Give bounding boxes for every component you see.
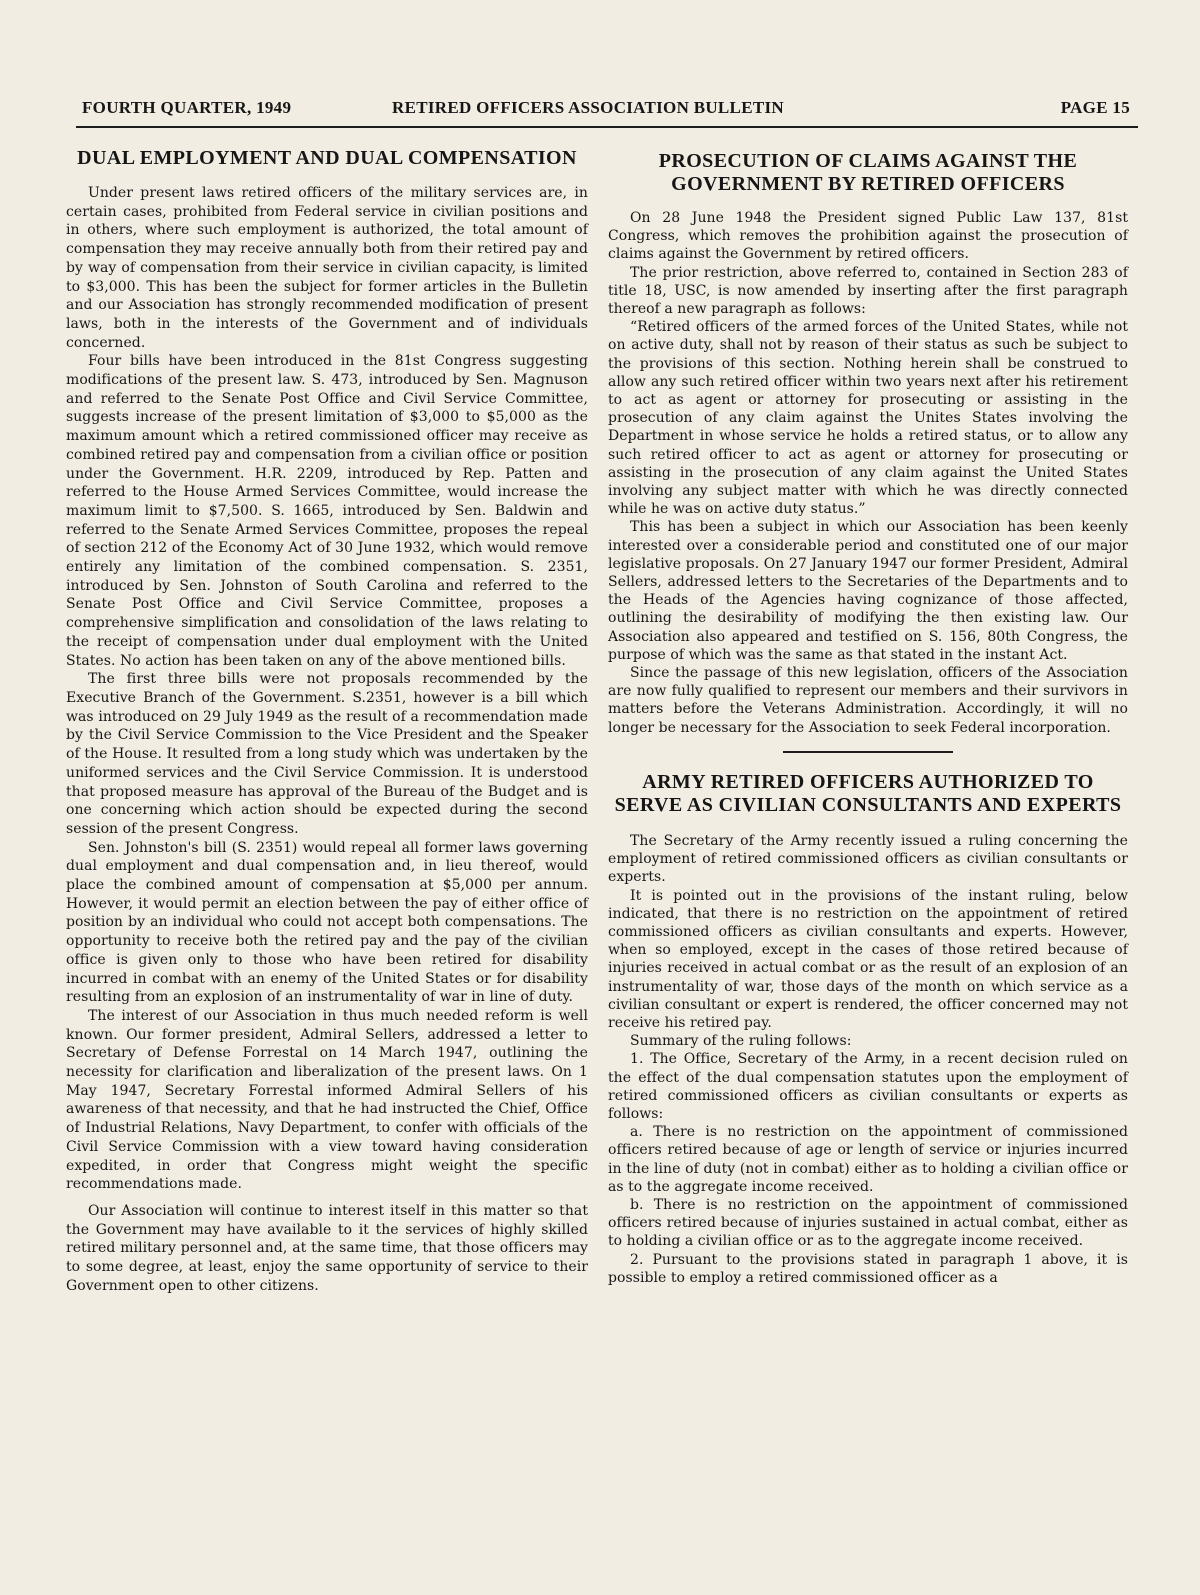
section-divider <box>783 751 953 753</box>
article-paragraph: 1. The Office, Secretary of the Army, in a recent decision ruled on the effect of the dual compensation statutes upon the employment of retired commissioned officers as civilian consultants or experts as follows: <box>608 1051 1128 1122</box>
article-paragraph: It is pointed out in the provisions of the instant ruling, below indicated, that there is no restriction on the appointment of retired commissioned officers as civilian consultants and experts. However, when so employed, except in the cases of those retired because of injuries received in actual combat or as the result of an explosion of an instrumentality of war, those days of the month on which service as a civilian consultant or expert is rendered, the officer concerned may not receive his retired pay. <box>608 887 1128 1031</box>
left-column <box>66 140 588 1295</box>
issue-date: FOURTH QUARTER, 1949 <box>82 98 292 117</box>
right-column <box>608 140 1128 1287</box>
article-paragraph: Since the passage of this new legislation, officers of the Association are now fully qualified to represent our members and their survivors in matters before the Veterans Administration. Accordingly, it will no longer be necessary for the Association to seek Federal incorporation. <box>608 665 1128 736</box>
article-paragraph: The prior restriction, above referred to, contained in Section 283 of title 18, USC, is now amended by inserting after the first paragraph thereof a new paragraph as follows: <box>608 264 1128 318</box>
article-paragraph: Four bills have been introduced in the 81st Congress suggesting modifications of the present law. S. 473, introduced by Sen. Magnuson and referred to the Senate Post Office and Civil Service Committee, suggests increase of the present limitation of $3,000 to $5,000 as the maximum amount which a retired commissioned officer may receive as combined retired pay and compensation from a civilian office or position under the Government. H.R. 2209, introduced by Rep. Patten and referred to the House Armed Services Committee, would increase the maximum limit to $7,500. S. 1665, introduced by Sen. Baldwin and referred to the Senate Armed Services Committee, proposes the repeal of section 212 of the Economy Act of 30 June 1932, which would remove entirely any limitation of the combined compensation. S. 2351, introduced by Sen. Johnston of South Carolina and referred to the Senate Post Office and Civil Service Committee, proposes a comprehensive simplification and consolidation of the laws relating to the receipt of compensation under dual employment with the United States. No action has been taken on any of the above mentioned bills. <box>66 353 588 669</box>
page-number: PAGE 15 <box>1060 98 1130 117</box>
claims-prosecution-title: PROSECUTION OF CLAIMS AGAINST THE GOVERNMENT BY RETIRED OFFICERS <box>658 150 1078 195</box>
article-paragraph: The first three bills were not proposals recommended by the Executive Branch of the Government. S.2351, however is a bill which was introduced on 29 July 1949 as the result of a recommendation made by the Civil Service Commission to the Vice President and the Speaker of the House. It resulted from a long study which was undertaken by the uniformed services and the Civil Service Commission. It is understood that proposed measure has approval of the Bureau of the Budget and is one concerning which action should be expected during the second session of the present Congress. <box>66 671 588 837</box>
article-paragraph: The Secretary of the Army recently issued a ruling concerning the employment of retired commissioned officers as civilian consultants or experts. <box>608 832 1128 886</box>
article-paragraph: On 28 June 1948 the President signed Public Law 137, 81st Congress, which removes the prohibition against the prosecution of claims against the Government by retired officers. <box>608 210 1128 263</box>
article-paragraph: 2. Pursuant to the provisions stated in paragraph 1 above, it is possible to employ a retired commissioned officer as a <box>608 1251 1128 1286</box>
running-header <box>76 96 1138 128</box>
army-consultants-title: ARMY RETIRED OFFICERS AUTHORIZED TO SERVE AS CIVILIAN CONSULTANTS AND EXPERTS <box>614 770 1122 816</box>
article-paragraph: Under present laws retired officers of the military services are, in certain cases, prohibited from Federal service in civilian positions and in others, where such employment is authorized, the total amount of compensation they may receive annually both from their retired pay and by way of compensation from their service in civilian capacity, is limited to $3,000. This has been the subject for former articles in the Bulletin and our Association has strongly recommended modification of present laws, both in the interests of the Government and of individuals concerned. <box>66 185 588 351</box>
publication-title: RETIRED OFFICERS ASSOCIATION BULLETIN <box>392 98 784 117</box>
article-paragraph: Our Association will continue to interest itself in this matter so that the Government may have available to it the services of highly skilled retired military personnel and, at the same time, that those officers may to some degree, at least, enjoy the same opportunity of service to their Government open to other citizens. <box>66 1202 588 1294</box>
article-paragraph: b. There is no restriction on the appointment of commissioned officers retired because of injuries sustained in actual combat, either as to holding a civilian office or as to the aggregate income received. <box>608 1196 1128 1250</box>
article-paragraph: Sen. Johnston's bill (S. 2351) would repeal all former laws governing dual employment and dual compensation and, in lieu thereof, would place the combined amount of compensation at $5,000 per annum. However, it would permit an election between the pay of either office of position by an individual who could not accept both compensations. The opportunity to receive both the retired pay and the pay of the civilian office is given only to those who have been retired for disability incurred in combat with an enemy of the United States or for disability resulting from an explosion of an instrumentality of war in line of duty. <box>66 839 588 1006</box>
dual-employment-title: DUAL EMPLOYMENT AND DUAL COMPENSATION <box>77 147 577 169</box>
article-paragraph: Summary of the ruling follows: <box>630 1033 852 1050</box>
article-paragraph: This has been a subject in which our Association has been keenly interested over a considerable period and constituted one of our major legislative proposals. On 27 January 1947 our former President, Admiral Sellers, addressed letters to the Secretaries of the Departments and to the Heads of the Agencies having cognizance of those affected, outlining the desirability of modifying the then existing law. Our Association also appeared and testified on S. 156, 80th Congress, the purpose of which was the same as that stated in the instant Act. <box>608 519 1128 663</box>
quoted-paragraph: “Retired officers of the armed forces of the United States, while not on active duty, shall not by reason of their status as such be subject to the provisions of this section. Nothing herein shall be construed to allow any such retired officer within two years next after his retirement to act as agent or attorney for prosecuting or assisting in the prosecution of any claim against the Unites States involving the Department in whose service he holds a retired status, or to allow any such retired officer to act as agent or attorney for prosecuting or assisting in the prosecution of any claim against the United States involving any subject matter with which he was directly connected while he was on active duty status.” <box>608 319 1128 518</box>
article-paragraph: a. There is no restriction on the appointment of commissioned officers retired because of age or length of service or injuries incurred in the line of duty (not in combat) either as to holding a civilian office or as to the aggregate income received. <box>608 1124 1128 1195</box>
article-paragraph: The interest of our Association in thus much needed reform is well known. Our former president, Admiral Sellers, addressed a letter to Secretary of Defense Forrestal on 14 March 1947, outlining the necessity for clarification and liberalization of the present laws. On 1 May 1947, Secretary Forrestal informed Admiral Sellers of his awareness of that necessity, and that he had instructed the Chief, Office of Industrial Relations, Navy Department, to confer with officials of the Civil Service Commission with a view toward having consideration expedited, in order that Congress might weight the specific recommendations made. <box>66 1007 588 1193</box>
